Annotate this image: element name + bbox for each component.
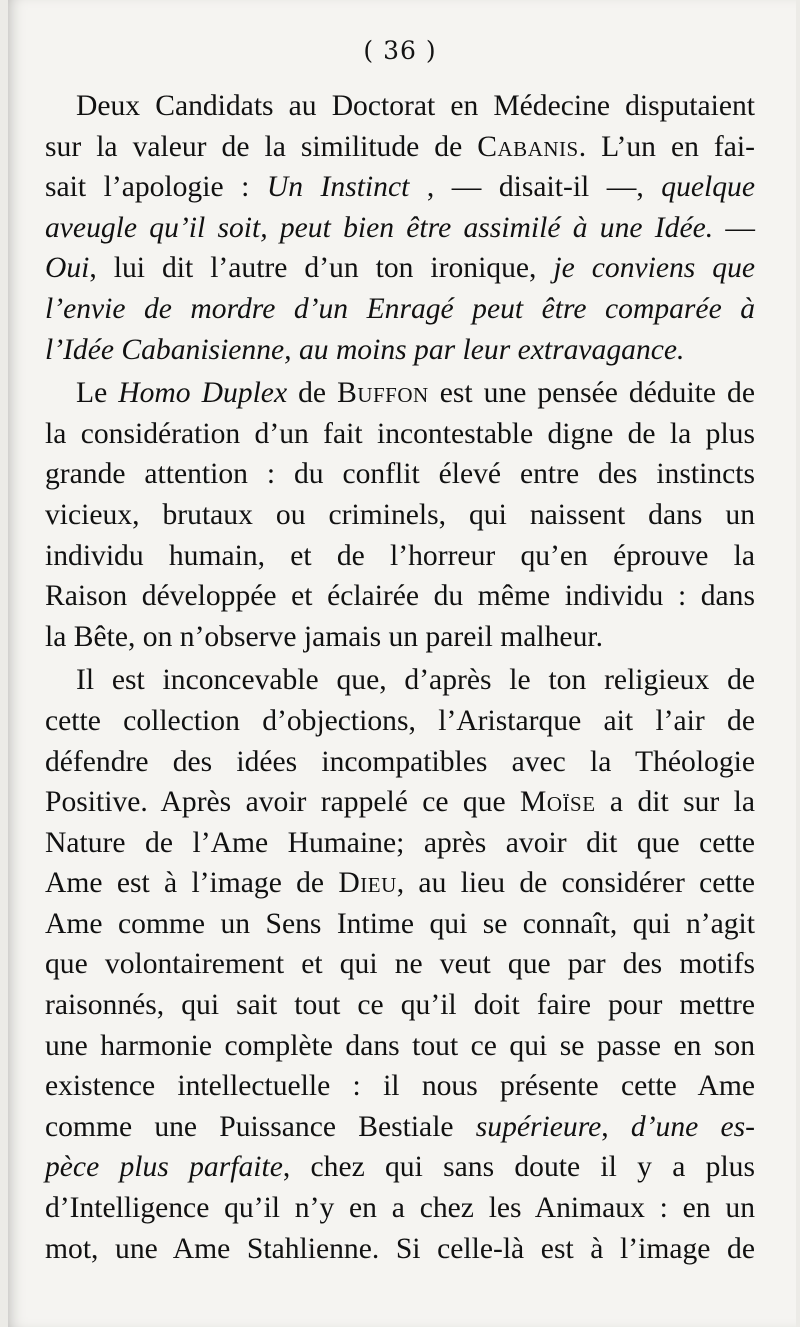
text-line xyxy=(45,454,755,495)
text-run: une harmonie complète dans tout ce qui se passe en son xyxy=(45,1029,755,1062)
text-line xyxy=(45,330,755,371)
text-run: Ame est à l’image de xyxy=(45,867,339,900)
text-line xyxy=(45,576,755,617)
page-number: ( 36 ) xyxy=(363,36,437,65)
text-run: défendre des idées incompatibles avec la Théologie xyxy=(45,745,755,778)
text-run: Deux Candidats au Doctorat en Médecine disputaient xyxy=(76,90,755,122)
text-line xyxy=(45,944,755,985)
text-run: Il est inconcevable que, d’après le ton religieux de xyxy=(76,664,755,697)
italic-text: l’Idée Cabanisienne, au moins par leur extravagance. xyxy=(45,333,685,366)
text-run: — xyxy=(713,211,755,244)
text-line xyxy=(45,863,755,904)
text-line xyxy=(45,985,755,1026)
small-caps-name: Cabanis xyxy=(477,130,579,163)
text-line xyxy=(45,208,755,249)
text-line xyxy=(45,536,755,577)
text-run: , chez qui sans doute il y a plus xyxy=(282,1151,755,1184)
italic-text: quelque xyxy=(661,171,755,204)
text-line xyxy=(45,823,755,864)
italic-text: je conviens que xyxy=(553,252,755,285)
text-line xyxy=(45,1188,755,1229)
text-line xyxy=(45,904,755,945)
text-line xyxy=(45,495,755,536)
text-run: Positive. Après avoir rappelé ce que xyxy=(45,786,521,819)
text-run: la Bête, on n’observe jamais un pareil malheur. xyxy=(45,620,603,653)
text-run: , lui dit l’autre d’un ton ironique, xyxy=(89,252,554,285)
text-line xyxy=(45,289,755,330)
text-line xyxy=(45,373,755,414)
text-line xyxy=(45,742,755,783)
text-run: est une pensée déduite de xyxy=(428,377,755,410)
small-caps-name: Dieu xyxy=(338,867,397,900)
text-run: raisonnés, qui sait tout ce qu’il doit faire pour mettre xyxy=(45,989,755,1022)
text-run: cette collection d’objections, l’Aristarque ait l’air de xyxy=(45,704,755,737)
text-run: comme une Puissance Bestiale xyxy=(45,1110,476,1143)
text-line xyxy=(45,248,755,289)
italic-text: d’une es- xyxy=(630,1110,756,1143)
text-run: , — disait-il —, xyxy=(409,171,662,204)
text-run: grande attention : du conflit élevé entre des instincts xyxy=(45,458,755,491)
text-run: Raison développée et éclairée du même individu : dans xyxy=(45,580,755,613)
text-run: a dit sur la xyxy=(595,786,755,819)
text-line xyxy=(45,1026,755,1067)
small-caps-name: Buffon xyxy=(337,377,429,410)
italic-text: supérieure xyxy=(475,1110,602,1143)
text-run: sait l’apologie : xyxy=(45,171,267,204)
text-line xyxy=(45,167,755,208)
text-run: existence intellectuelle : il nous présente cette Ame xyxy=(45,1070,755,1103)
text-run: que volontairement et qui ne veut que par des motifs xyxy=(45,948,755,981)
text-line xyxy=(45,1107,755,1148)
text-line xyxy=(45,782,755,823)
text-line xyxy=(45,414,755,455)
text-line xyxy=(45,660,755,701)
text-line xyxy=(45,127,755,168)
text-run: Nature de l’Ame Humaine; après avoir dit que cette xyxy=(45,826,755,859)
text-run: individu humain, et de l’horreur qu’en éprouve la xyxy=(45,539,755,572)
small-caps-name: Moïse xyxy=(520,786,596,819)
text-run: Le xyxy=(76,377,119,410)
text-line xyxy=(45,86,755,127)
text-line xyxy=(45,617,755,658)
text-line xyxy=(45,1147,755,1188)
text-run: d’Intelligence qu’il n’y en a chez les Animaux : en un xyxy=(45,1192,755,1225)
italic-text: pèce plus parfaite xyxy=(45,1151,283,1184)
text-run: de xyxy=(287,377,338,410)
text-run: , au lieu de considérer cette xyxy=(396,867,755,900)
italic-text: l’envie de mordre d’un Enragé peut être comparée à xyxy=(45,292,755,325)
italic-text: aveugle qu’il soit, peut bien être assimilé à une Idée. xyxy=(45,211,714,244)
italic-text: Un Instinct xyxy=(266,171,410,204)
text-line xyxy=(45,701,755,742)
text-run: Ame comme un Sens Intime qui se connaît, qui n’agit xyxy=(45,907,755,940)
body-text xyxy=(45,86,755,1269)
text-run: , xyxy=(601,1110,631,1143)
text-run: vicieux, brutaux ou criminels, qui naissent dans un xyxy=(45,498,755,531)
italic-text: Homo Duplex xyxy=(118,377,288,410)
text-line xyxy=(45,1066,755,1107)
text-line xyxy=(45,1229,755,1270)
text-run: . L’un en fai- xyxy=(578,130,755,163)
text-run: la considération d’un fait incontestable digne de la plus xyxy=(45,417,755,450)
text-run: mot, une Ame Stahlienne. Si celle-là est à l’image de xyxy=(45,1232,755,1265)
italic-text: Oui xyxy=(45,252,90,285)
text-run: sur la valeur de la similitude de xyxy=(45,130,478,163)
